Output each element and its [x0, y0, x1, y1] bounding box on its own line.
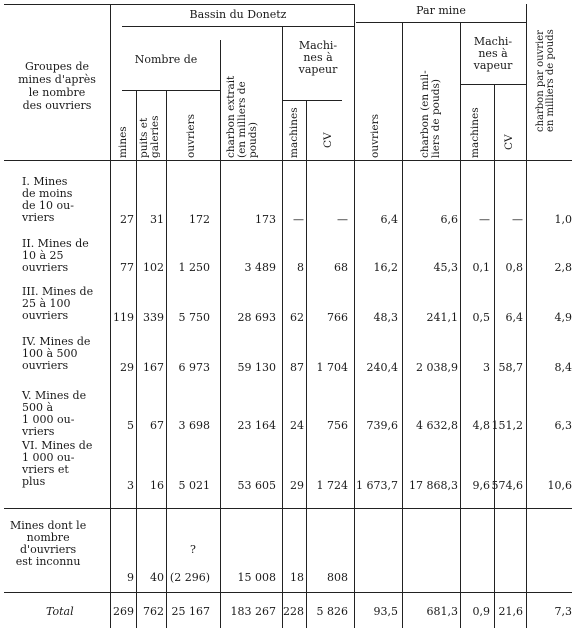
table-cell-ouvriers: 6 973 — [178, 361, 210, 374]
col-header-ouvriers-pm: ouvriers — [369, 113, 381, 158]
row-label — [10, 520, 86, 568]
row-label-line: II. Mines de — [22, 237, 89, 250]
row-label-line: 1 000 ou- — [22, 451, 75, 464]
col-header-cv-pm: CV — [503, 134, 515, 150]
table-cell-charbon: 28 693 — [237, 311, 276, 324]
rule-before-total — [4, 592, 572, 593]
table-cell-machines: 228 — [283, 605, 304, 618]
table-cell-machines: — — [293, 213, 304, 226]
table-cell-charbon-ouv: 2,8 — [554, 261, 572, 274]
table-cell-cv-pm: 0,8 — [505, 261, 523, 274]
table-cell-charbon-ouv: 6,3 — [554, 419, 572, 432]
table-cell-machines: 18 — [290, 571, 304, 584]
rule-mach-pm-under — [460, 84, 526, 85]
table-cell-charbon-pm: 6,6 — [440, 213, 458, 226]
col-header-ouvriers: ouvriers — [185, 113, 197, 158]
table-cell-charbon-ouv: 7,3 — [554, 605, 572, 618]
col-header-charbon-pm: charbon (en mil- liers de pouds) — [419, 70, 442, 158]
table-cell-charbon: 3 489 — [244, 261, 276, 274]
table-cell-machines: 29 — [290, 479, 304, 492]
col-header-cv: CV — [322, 132, 334, 148]
row-label-line: 10 à 25 — [22, 249, 64, 262]
table-cell-puits: 16 — [150, 479, 164, 492]
table-cell-cv-pm: 58,7 — [498, 361, 523, 374]
row-label-line: ouvriers — [22, 261, 69, 274]
col-header-mines: mines — [117, 126, 129, 158]
table-cell-ouv-pm: 48,3 — [373, 311, 398, 324]
table-cell-puits: 339 — [143, 311, 164, 324]
table-cell-ouv-pm: 16,2 — [373, 261, 398, 274]
table-cell-mines: 5 — [127, 419, 134, 432]
header-machines-a-vapeur: Machi- nes à vapeur — [298, 39, 338, 76]
table-cell-ouvriers: 3 698 — [178, 419, 210, 432]
row-label-line: VI. Mines de — [22, 439, 93, 452]
table-cell-cv-pm: 21,6 — [498, 605, 523, 618]
header-nombre-de: Nombre de — [134, 53, 198, 66]
row-label-line: ouvriers — [22, 309, 69, 322]
row-label-line: Mines dont le — [10, 519, 87, 532]
table-cell-charbon: 53 605 — [237, 479, 276, 492]
table-cell-puits: 762 — [143, 605, 164, 618]
table-cell-puits: 102 — [143, 261, 164, 274]
rule-v-charbon-pm — [460, 22, 461, 628]
row-label-line: vriers — [22, 425, 55, 438]
table-cell-charbon-ouv: 8,4 — [554, 361, 572, 374]
table-cell-ouv-pm: 739,6 — [366, 419, 398, 432]
row-label-line: ouvriers — [22, 359, 69, 372]
table-cell-cv: 1 724 — [316, 479, 348, 492]
header-par-mine: Par mine — [416, 4, 466, 17]
header-bassin: Bassin du Donetz — [189, 8, 287, 21]
table-cell-ouvriers: (2 296) — [169, 571, 210, 584]
rule-v-ouv-pm — [402, 22, 403, 628]
table-cell-charbon-pm: 681,3 — [426, 605, 458, 618]
table-cell-cv: 756 — [327, 419, 348, 432]
table-cell-ouvriers-unknown-mark: ? — [190, 543, 196, 556]
table-cell-cv: 1 704 — [316, 361, 348, 374]
rule-bassin — [122, 4, 354, 5]
row-label-line: IV. Mines de — [22, 335, 91, 348]
table-cell-ouv-pm: 240,4 — [366, 361, 398, 374]
rule-before-unknown — [4, 508, 572, 509]
row-label-line: III. Mines de — [22, 285, 94, 298]
table-cell-mach-pm: 0,1 — [472, 261, 490, 274]
col-header-machines: machines — [288, 107, 300, 158]
table-cell-charbon-ouv: 10,6 — [547, 479, 572, 492]
table-cell-mach-pm: 4,8 — [472, 419, 490, 432]
table-cell-mach-pm: 0,9 — [472, 605, 490, 618]
table-cell-ouv-pm: 6,4 — [380, 213, 398, 226]
rule-v-ouvriers — [220, 40, 221, 628]
table-cell-cv-pm: — — [512, 213, 523, 226]
table-cell-ouvriers: 5 021 — [178, 479, 210, 492]
table-cell-ouvriers: 1 250 — [178, 261, 210, 274]
table-cell-charbon-pm: 4 632,8 — [416, 419, 458, 432]
table-cell-ouvriers: 25 167 — [171, 605, 210, 618]
row-label-line: 100 à 500 — [22, 347, 78, 360]
col-header-puits: puits et galeries — [138, 115, 161, 158]
table-cell-puits: 40 — [150, 571, 164, 584]
rule-mach-under — [282, 100, 342, 101]
table-cell-machines: 62 — [290, 311, 304, 324]
table-cell-mines: 77 — [120, 261, 134, 274]
rule-parmine — [356, 22, 526, 23]
table-cell-mach-pm: 0,5 — [472, 311, 490, 324]
row-label-line: est inconnu — [15, 555, 81, 568]
table-cell-cv: — — [337, 213, 348, 226]
table-cell-charbon: 15 008 — [237, 571, 276, 584]
table-cell-charbon: 173 — [255, 213, 276, 226]
table-cell-machines: 8 — [297, 261, 304, 274]
row-label-line: vriers — [22, 211, 55, 224]
rule-v-puits — [166, 90, 167, 628]
row-label-line: plus — [22, 475, 46, 488]
col-header-charbon: charbon extrait (en milliers de pouds) — [225, 75, 259, 158]
col-header-machines-pm: machines — [469, 107, 481, 158]
row-label-line: vriers et — [22, 463, 69, 476]
table-cell-cv-pm: 574,6 — [491, 479, 523, 492]
table-cell-mines: 119 — [113, 311, 134, 324]
table-cell-charbon: 59 130 — [237, 361, 276, 374]
table-cell-charbon: 183 267 — [230, 605, 276, 618]
table-cell-mach-pm: 9,6 — [472, 479, 490, 492]
table-cell-cv: 68 — [334, 261, 348, 274]
row-label-line: d'ouvriers — [20, 543, 77, 556]
table-cell-charbon-pm: 2 038,9 — [416, 361, 458, 374]
table-cell-mines: 29 — [120, 361, 134, 374]
table-cell-machines: 87 — [290, 361, 304, 374]
row-label-line: nombre — [26, 531, 70, 544]
row-label-line: I. Mines — [22, 175, 68, 188]
row-label-line: 500 à — [22, 401, 54, 414]
table-cell-charbon-pm: 241,1 — [426, 311, 458, 324]
table-cell-cv: 5 826 — [316, 605, 348, 618]
rule-v-charbon — [282, 26, 283, 628]
table-cell-mines: 3 — [127, 479, 134, 492]
row-label-line: V. Mines de — [22, 389, 87, 402]
table-cell-cv-pm: 151,2 — [491, 419, 523, 432]
row-label-line: Total — [46, 605, 74, 618]
table-cell-charbon: 23 164 — [237, 419, 276, 432]
rule-v-mines — [136, 90, 137, 628]
table-cell-cv: 766 — [327, 311, 348, 324]
table-cell-machines: 24 — [290, 419, 304, 432]
table-cell-mines: 27 — [120, 213, 134, 226]
table-cell-mach-pm: — — [479, 213, 490, 226]
row-label-line: 25 à 100 — [22, 297, 71, 310]
table-cell-ouvriers: 5 750 — [178, 311, 210, 324]
table-cell-charbon-pm: 17 868,3 — [409, 479, 458, 492]
col-header-charbon-ouvrier: charbon par ouvrier en milliers de pouds — [535, 29, 556, 132]
rule-header-bottom — [4, 160, 572, 161]
table-cell-puits: 67 — [150, 419, 164, 432]
table-cell-mines: 9 — [127, 571, 134, 584]
table-cell-cv: 808 — [327, 571, 348, 584]
table-cell-charbon-ouv: 4,9 — [554, 311, 572, 324]
table-cell-cv-pm: 6,4 — [505, 311, 523, 324]
table-cell-mines: 269 — [113, 605, 134, 618]
table-cell-puits: 167 — [143, 361, 164, 374]
table-cell-mach-pm: 3 — [483, 361, 490, 374]
rule-top-left — [4, 4, 122, 5]
row-label-line: de 10 ou- — [22, 199, 74, 212]
table-cell-puits: 31 — [150, 213, 164, 226]
row-label-line: de moins — [22, 187, 73, 200]
header-machines-a-vapeur-pm: Machi- nes à vapeur — [473, 35, 513, 72]
table-cell-ouvriers: 172 — [189, 213, 210, 226]
table-cell-charbon-ouv: 1,0 — [554, 213, 572, 226]
row-label-line: 1 000 ou- — [22, 413, 75, 426]
header-groupes: Groupes de mines d'après le nombre des ouvriers — [18, 60, 96, 112]
table-cell-ouv-pm: 1 673,7 — [356, 479, 398, 492]
table-cell-ouv-pm: 93,5 — [373, 605, 398, 618]
table-cell-charbon-pm: 45,3 — [433, 261, 458, 274]
rule-v-mach-pm — [494, 84, 495, 628]
rule-bassin-under — [122, 26, 354, 27]
